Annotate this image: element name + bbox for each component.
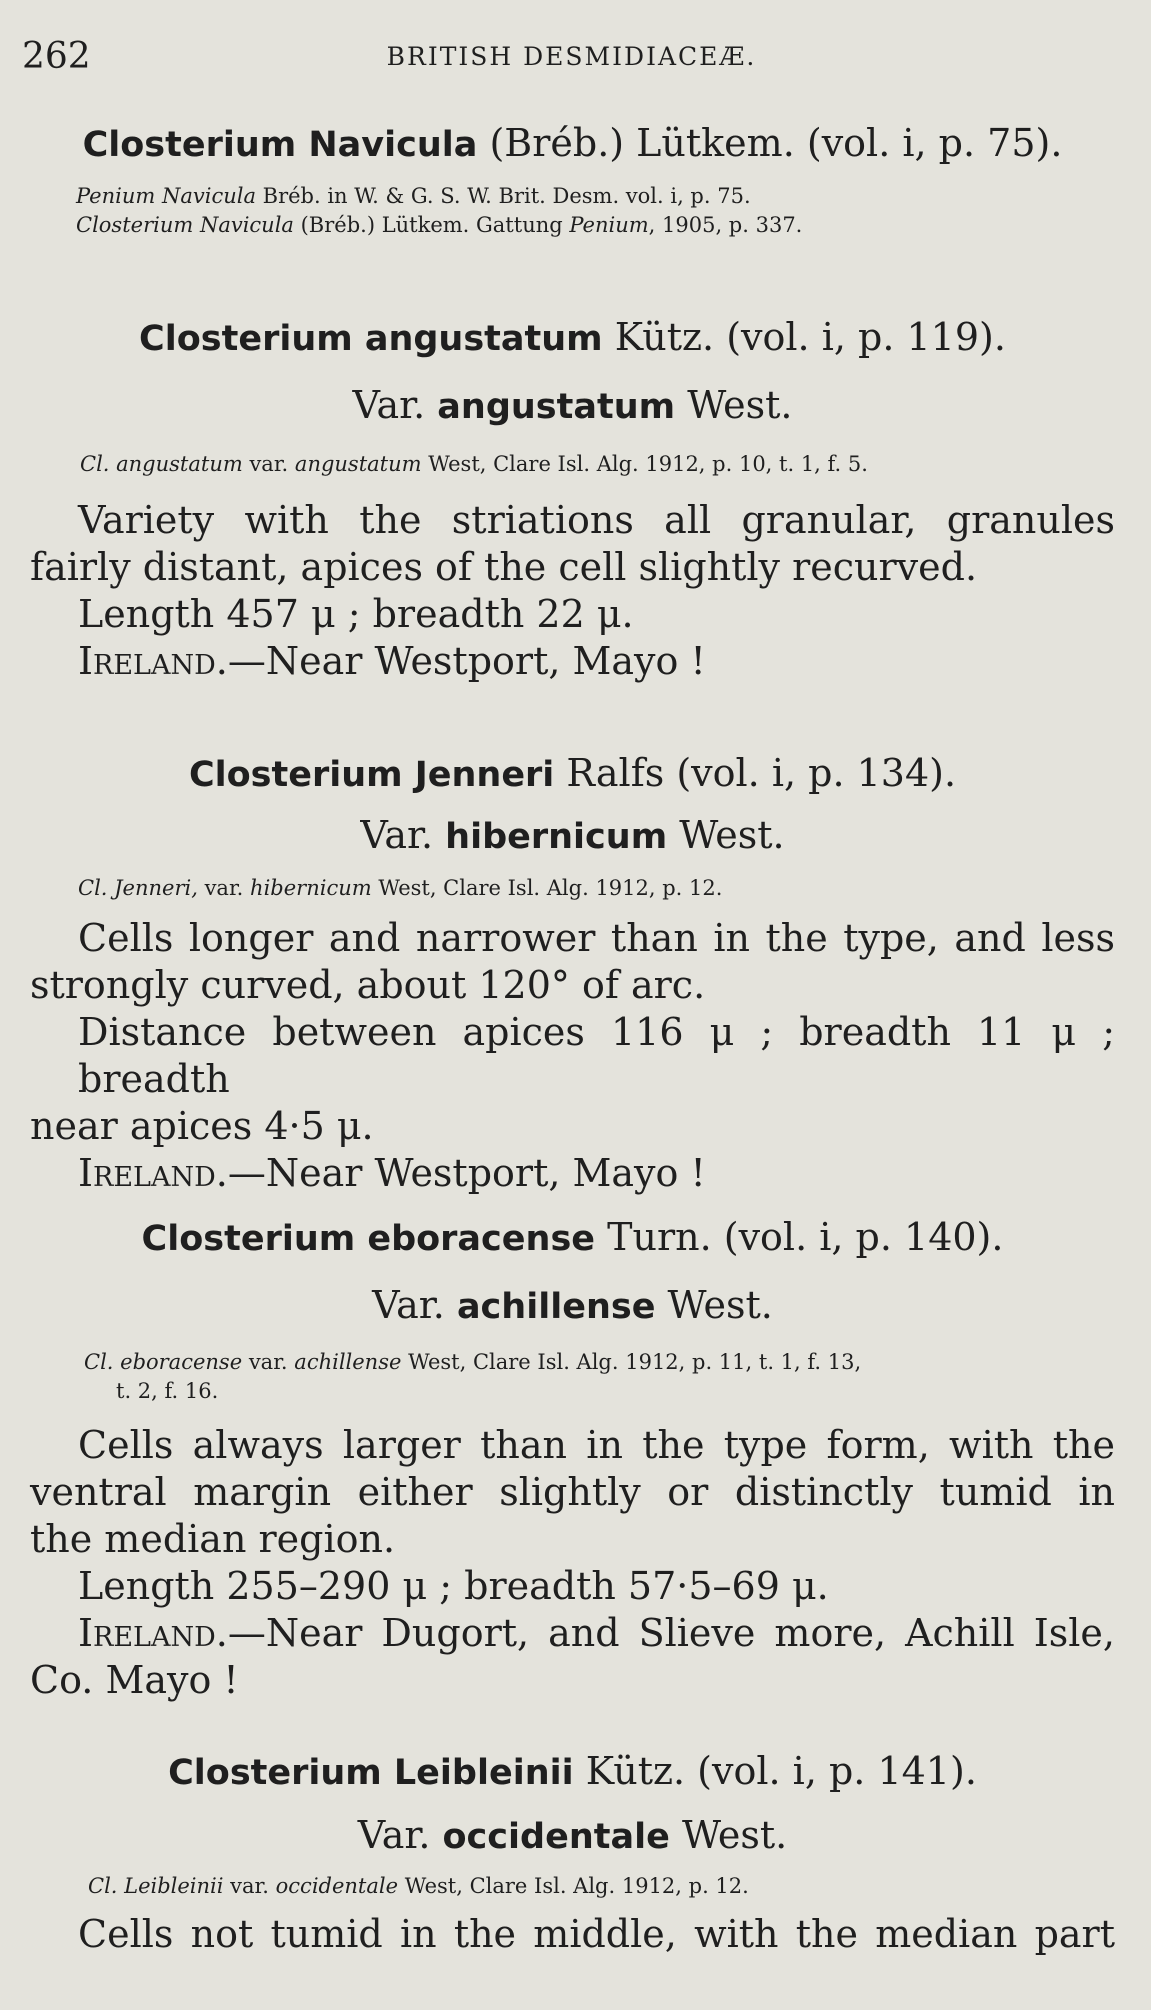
entry-closterium-navicula	[30, 120, 1115, 240]
entry-closterium-leibleinii	[30, 1748, 1115, 1958]
measurements: Distance between apices 116 μ ; breadth 11 μ ; breadth	[78, 1010, 1115, 1101]
running-head	[22, 36, 1121, 86]
locality: Ireland.—Near Westport, Mayo !	[78, 1151, 706, 1195]
synonym-line: Cl. eboracense var. achillense West, Clare Isl. Alg. 1912, p. 11, t. 1, f. 13,	[84, 1350, 862, 1374]
variety-heading: Var. occidentale West.	[357, 1813, 788, 1857]
synonym-line: Closterium Navicula (Bréb.) Lütkem. Gattung Penium, 1905, p. 337.	[76, 213, 803, 237]
description: Cells not tumid in the middle, with the median part	[78, 1912, 1115, 1956]
synonym-line: Cl. angustatum var. angustatum West, Clare Isl. Alg. 1912, p. 10, t. 1, f. 5.	[80, 452, 868, 476]
locality: Ireland.—Near Dugort, and Slieve more, Achill Isle,	[78, 1611, 1115, 1655]
measurements: Length 457 μ ; breadth 22 μ.	[78, 592, 634, 636]
variety-heading: Var. achillense West.	[372, 1283, 773, 1327]
species-heading: Closterium angustatum Kütz. (vol. i, p. 119).	[139, 315, 1006, 359]
entry-closterium-jenneri	[30, 750, 1115, 1197]
synonym-line: t. 2, f. 16.	[116, 1379, 219, 1403]
locality: Ireland.—Near Westport, Mayo !	[78, 639, 706, 683]
synonym-line: Cl. Leibleinii var. occidentale West, Clare Isl. Alg. 1912, p. 12.	[88, 1874, 749, 1898]
measurements: Length 255–290 μ ; breadth 57·5–69 μ.	[78, 1564, 829, 1608]
variety-heading: Var. angustatum West.	[352, 383, 793, 427]
entry-closterium-angustatum	[30, 314, 1115, 685]
description: Variety with the striations all granular, granules fairly distant, apices of the cell slightly recurved. Length 457 μ ; breadth 22 μ. Ireland.—Near Westport, Mayo !	[30, 498, 1115, 683]
synonym-line: Cl. Jenneri, var. hibernicum West, Clare Isl. Alg. 1912, p. 12.	[78, 876, 723, 900]
species-heading: Closterium Navicula (Bréb.) Lütkem. (vol. i, p. 75).	[82, 121, 1063, 165]
running-title: BRITISH DESMIDIACEÆ.	[386, 42, 757, 71]
description: Cells always larger than in the type form, with the ventral margin either slightly or distinctly tumid in the median region. Length 255–290 μ ; breadth 57·5–69 μ. Ireland.—Near Dugort, and Slieve more, Achill Isle, Co. Mayo !	[30, 1423, 1115, 1702]
species-heading: Closterium eboracense Turn. (vol. i, p. 140).	[141, 1215, 1004, 1259]
entry-closterium-eboracense	[30, 1214, 1115, 1704]
variety-heading: Var. hibernicum West.	[360, 813, 785, 857]
species-heading: Closterium Leibleinii Kütz. (vol. i, p. 141).	[168, 1749, 977, 1793]
description: Cells longer and narrower than in the type, and less strongly curved, about 120° of arc. Distance between apices 116 μ ; breadth 11 μ ; breadth near apices 4·5 μ. Ireland.—Near Westport, Mayo !	[30, 916, 1115, 1195]
page-number: 262	[22, 36, 91, 77]
synonym-line: Penium Navicula Bréb. in W. & G. S. W. Brit. Desm. vol. i, p. 75.	[76, 184, 751, 208]
species-heading: Closterium Jenneri Ralfs (vol. i, p. 134).	[188, 751, 957, 795]
